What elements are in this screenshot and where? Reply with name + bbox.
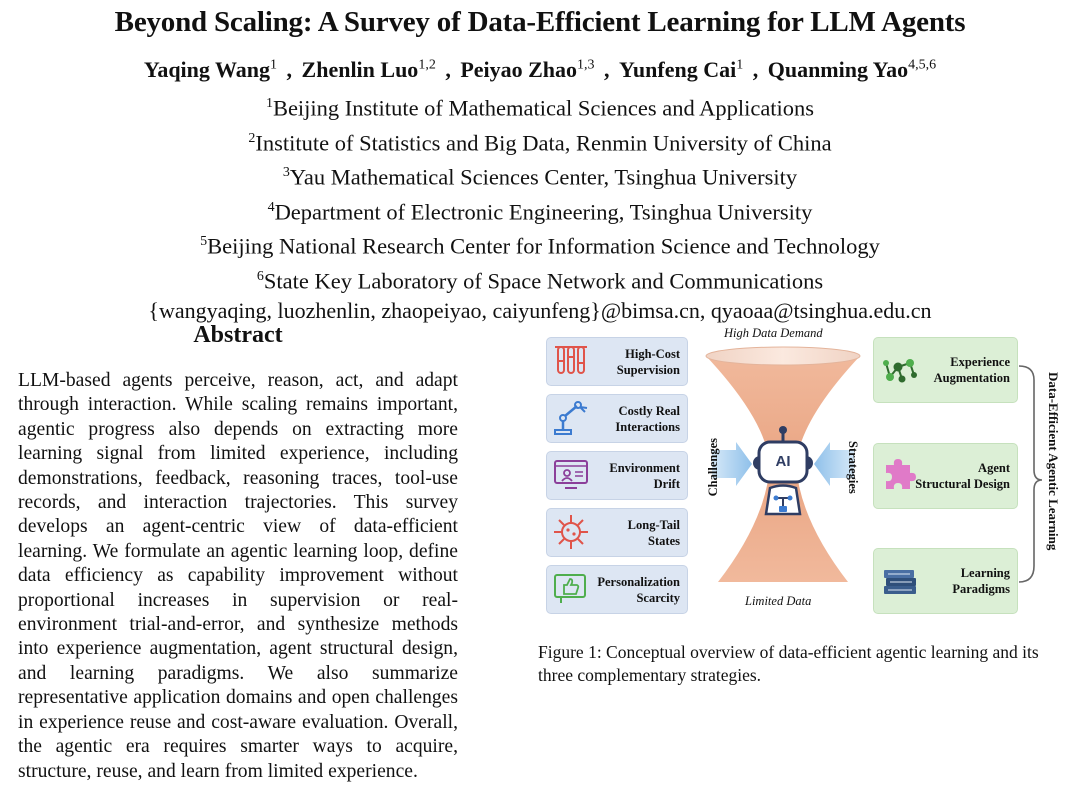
challenges-label: Challenges [706,438,720,497]
author: Yaqing Wang$^1$ [143,57,278,82]
challenge-box-high-cost-supervision: High-Cost Supervision [546,337,688,386]
test-tubes-icon [551,341,591,381]
affiliation: $^6$State Key Laboratory of Space Network and Communications [256,268,824,293]
books-icon [880,560,920,600]
affiliation: $^1$Beijing Institute of Mathematical Sciences and Applications [265,95,815,121]
high-data-demand-label: High Data Demand [724,326,823,340]
ai-badge: AI [775,453,791,470]
author: Zhenlin Luo$^{1,2}$ [301,57,436,82]
author: Peiyao Zhao$^{1,3}$ [460,57,595,82]
figure-overview [538,320,1068,620]
funnel-top-rim [706,347,860,365]
abstract-heading: Abstract [193,322,283,348]
affiliation: $^5$Beijing National Research Center for Information Science and Technology [200,233,880,259]
limited-data-label: Limited Data [745,594,812,608]
figure-caption: Figure 1: Conceptual overview of data-efficient agentic learning and its three complementary strategies. [538,642,1039,685]
molecule-icon [880,349,920,389]
challenge-box-personalization-scarcity: Personalization Scarcity [546,565,688,614]
email-list: {wangyaqing, luozhenlin, zhaopeiyao, caiyunfeng}@bimsa.cn, qyaoaa@tsinghua.edu.cn [148,298,932,323]
strategy-box-learning-paradigms: Learning Paradigms [873,548,1018,614]
affiliation: $^3$Yau Mathematical Sciences Center, Tsinghua University [282,164,798,190]
author: Quanming Yao$^{4,5,6}$ [767,57,937,82]
strategy-box-experience-augmentation: Experience Augmentation [873,337,1018,403]
affiliation-list [0,89,1080,326]
strategy-box-agent-structural-design: Agent Structural Design [873,443,1018,509]
challenge-box-long-tail-states: Long-Tail States [546,508,688,557]
data-efficient-agentic-learning-label: Data-Efficient Agentic Learning [1046,372,1061,551]
affiliation: $^2$Institute of Statistics and Big Data, Renmin University of China [248,130,832,155]
virus-icon [551,512,591,552]
puzzle-icon [880,455,920,495]
robot-arm-icon [551,398,591,438]
thumbs-up-icon [551,569,591,609]
paper-title: Beyond Scaling: A Survey of Data-Efficient Learning for LLM Agents [114,6,966,38]
monitor-user-icon [551,455,591,495]
bracket [1019,366,1042,582]
robot-icon [753,426,813,514]
abstract-text: LLM-based agents perceive, reason, act, and adapt through interaction. While scaling remains important, agentic progress also depends on extracting more learning signal from limited experience, including demonstrations, feedback, reasoning traces, tool-use records, and interaction trajectories. This survey develops an agent-centric view of data-efficient learning. We formulate an agentic learning loop, define data efficiency as capability improvement without proportional increases in supervision or real-environment trial-and-error, and synthesize methods into experience augmentation, agent structural design, and learning paradigms. We also summarize representative application domains and open challenges in experience reuse and cost-aware evaluation. Overall, the agentic era requires smarter ways to acquire, structure, reuse, and learn from limited experience. [18,370,458,782]
author: Yunfeng Cai$^1$ [619,57,744,82]
affiliation: $^4$Department of Electronic Engineering, Tsinghua University [267,199,813,224]
challenge-box-costly-real-interactions: Costly Real Interactions [546,394,688,443]
author-list: Yaqing Wang$^1$ , Zhenlin Luo$^{1,2}$ , Peiyao Zhao$^{1,3}$ , Yunfeng Cai$^1$ , Quanming Yao$^{4,5,6}$ [143,57,937,82]
challenge-box-environment-drift: Environment Drift [546,451,688,500]
strategies-label: Strategies [846,441,860,494]
